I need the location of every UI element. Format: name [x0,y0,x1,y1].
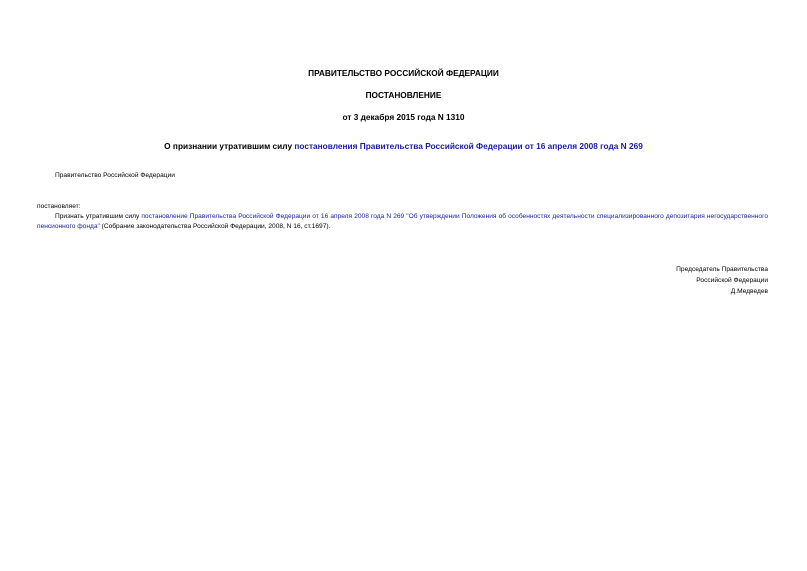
issuer-title: ПРАВИТЕЛЬСТВО РОССИЙСКОЙ ФЕДЕРАЦИИ [308,68,499,78]
body-prefix: Признать утратившим силу [55,213,142,220]
document-date: от 3 декабря 2015 года N 1310 [342,112,465,122]
signature-position: Председатель Правительства [676,266,768,273]
decree-word: постановляет: [37,203,81,210]
document-heading [0,141,807,151]
body-suffix: (Собрание законодательства Российской Федерации, 2008, N 16, ст.1697). [99,222,331,230]
signature-name: Д.Медведев [730,288,768,295]
signature-country: Российской Федерации [696,277,768,284]
body-link[interactable]: постановление Правительства Российской Федерации от 16 апреля 2008 года N 269 "Об утверждении Положения об особенностях деятельности специализированного депозитария негосударственного пенсионного фонда" [37,213,768,230]
document-type: ПОСТАНОВЛЕНИЕ [365,90,442,100]
signature-block [676,264,768,297]
heading-link[interactable]: постановления Правительства Российской Федерации от 16 апреля 2008 года N 269 [294,141,643,151]
issuer-line: Правительство Российской Федерации [55,172,175,179]
heading-prefix: О признании утратившим силу [164,141,295,151]
body-paragraph [37,212,768,231]
